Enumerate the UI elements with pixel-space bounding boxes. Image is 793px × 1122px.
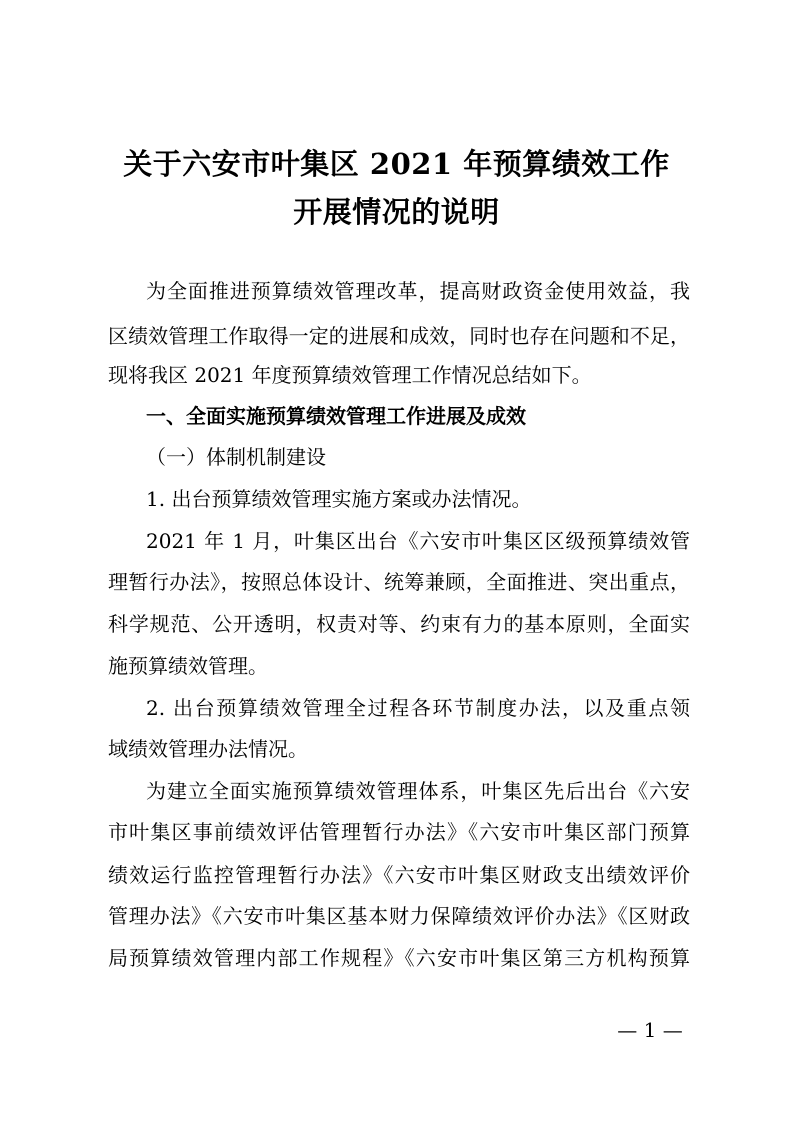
paragraph-item2-line-3: 绩效运行监控管理暂行办法》《六安市叶集区财政支出绩效评价	[108, 863, 690, 887]
subsection-heading-1: （一）体制机制建设	[146, 445, 326, 469]
document-title-line-2: 开展情况的说明	[293, 195, 500, 229]
paragraph-intro-line-3: 现将我区 2021 年度预算绩效管理工作情况总结如下。	[108, 363, 592, 387]
paragraph-item1-line-4: 施预算绩效管理。	[108, 654, 268, 678]
item-heading-1: 1. 出台预算绩效管理实施方案或办法情况。	[146, 487, 532, 511]
paragraph-item2-line-4: 管理办法》《六安市叶集区基本财力保障绩效评价办法》《区财政	[108, 904, 690, 928]
document-title-line-1: 关于六安市叶集区 2021 年预算绩效工作	[123, 147, 670, 181]
paragraph-item2-line-5: 局预算绩效管理内部工作规程》《六安市叶集区第三方机构预算	[108, 946, 690, 970]
paragraph-item2-line-1: 为建立全面实施预算绩效管理体系，叶集区先后出台《六安	[146, 779, 690, 803]
paragraph-item1-line-3: 科学规范、公开透明，权责对等、约束有力的基本原则，全面实	[108, 612, 690, 636]
section-heading-1: 一、全面实施预算绩效管理工作进展及成效	[146, 404, 526, 428]
paragraph-item1-line-2: 理暂行办法》，按照总体设计、统筹兼顾，全面推进、突出重点，	[108, 570, 690, 594]
paragraph-intro-line-2: 区绩效管理工作取得一定的进展和成效，同时也存在问题和不足，	[108, 324, 690, 348]
item-heading-2-line-2: 域绩效管理办法情况。	[108, 737, 308, 761]
paragraph-intro-line-1: 为全面推进预算绩效管理改革，提高财政资金使用效益，我	[146, 279, 690, 303]
page-number: — 1 —	[617, 1018, 683, 1042]
paragraph-item2-line-2: 市叶集区事前绩效评估管理暂行办法》《六安市叶集区部门预算	[108, 820, 690, 844]
item-heading-2-line-1: 2. 出台预算绩效管理全过程各环节制度办法，以及重点领	[146, 696, 690, 720]
paragraph-item1-line-1: 2021 年 1 月，叶集区出台《六安市叶集区区级预算绩效管	[146, 529, 690, 553]
